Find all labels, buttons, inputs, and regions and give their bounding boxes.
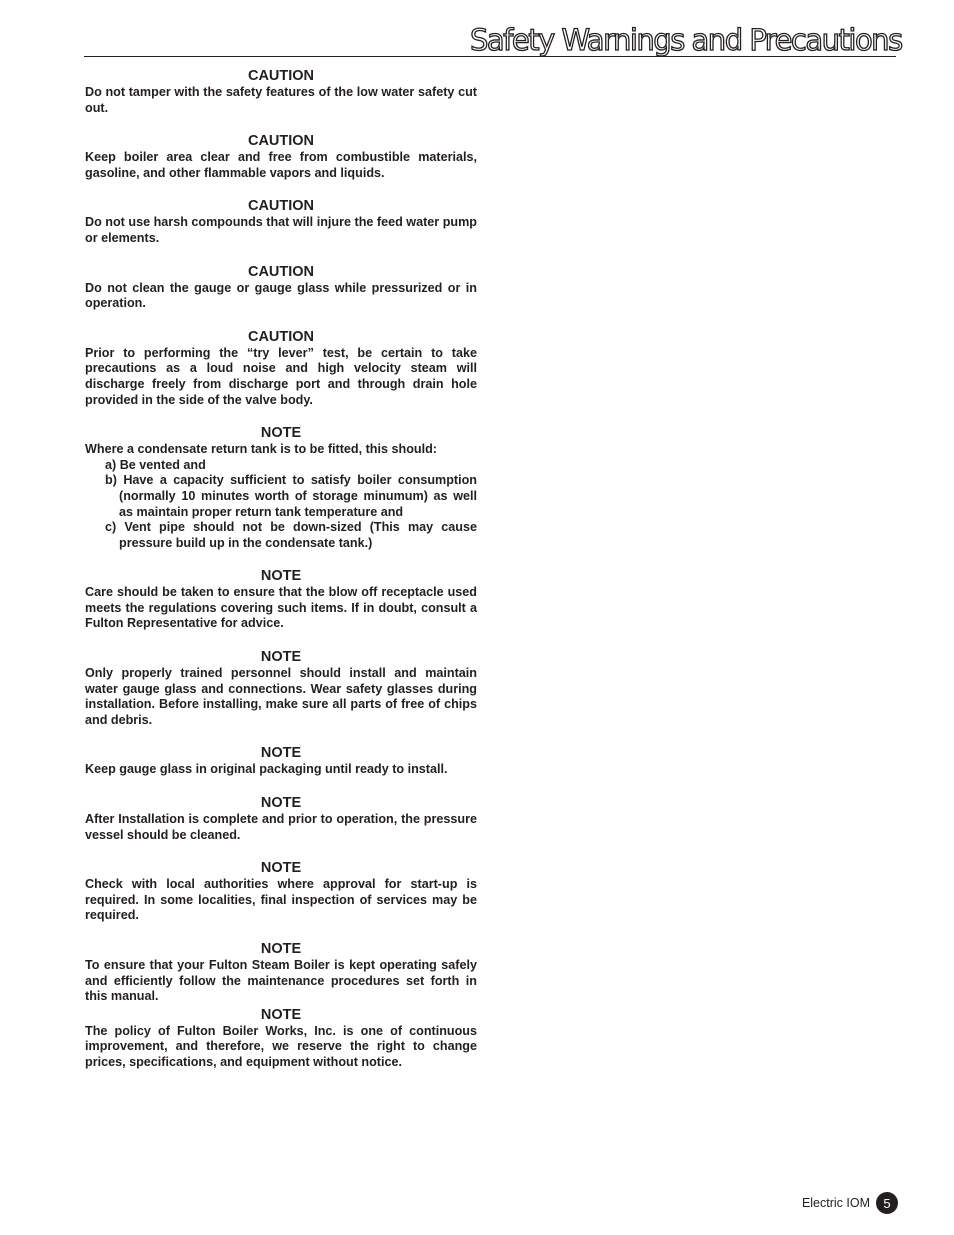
notice-heading: NOTE <box>260 745 302 762</box>
notice-body: Do not use harsh compounds that will injure the feed water pump or elements. <box>85 215 477 245</box>
notice-block <box>85 745 477 778</box>
notices-column <box>85 68 477 1071</box>
notice-body: Do not tamper with the safety features of the low water safety cut out. <box>85 85 477 115</box>
notice-body: Check with local authorities where approval for start-up is required. In some localities, final inspection of services may be required. <box>85 877 477 923</box>
notice-heading: NOTE <box>260 941 302 957</box>
notice-block <box>85 649 477 728</box>
notice-body: The policy of Fulton Boiler Works, Inc. is one of continuous improvement, and therefore, we reserve the right to change prices, specifications, and equipment without notice. <box>85 1023 477 1069</box>
footer-label: Electric IOM <box>801 1196 870 1210</box>
notice-heading: NOTE <box>260 425 302 442</box>
notice-body: Where a condensate return tank is to be fitted, this should: <box>85 442 437 457</box>
list-item: c) Vent pipe should not be down-sized (This may cause pressure build up in the condensate tank.) <box>105 520 477 550</box>
notice-block <box>85 329 477 408</box>
notice-heading: NOTE <box>260 568 302 585</box>
notice-body: Only properly trained personnel should install and maintain water gauge glass and connections. Wear safety glasses during installation. Before installing, make sure all parts of free of chips and debris. <box>85 666 477 727</box>
notice-body: Prior to performing the “try lever” test, be certain to take precautions as a loud noise and high velocity steam will discharge freely from discharge port and through drain hole provided in the side of the valve body. <box>85 345 477 407</box>
notice-body: Care should be taken to ensure that the blow off receptacle used meets the regulations covering such items. If in doubt, consult a Fulton Representative for advice. <box>85 585 477 631</box>
notice-heading: NOTE <box>260 860 302 877</box>
notice-block <box>85 941 477 1005</box>
notice-block <box>85 795 477 843</box>
notice-body: Do not clean the gauge or gauge glass while pressurized or in operation. <box>85 280 477 311</box>
notice-body: After Installation is complete and prior to operation, the pressure vessel should be cleaned. <box>85 812 477 842</box>
notice-heading: CAUTION <box>247 263 315 280</box>
list-item: a) Be vented and <box>105 457 206 472</box>
notice-body: Keep gauge glass in original packaging until ready to install. <box>85 762 448 777</box>
page-footer <box>802 1194 898 1212</box>
notice-block <box>85 860 477 924</box>
notice-body: Keep boiler area clear and free from combustible materials, gasoline, and other flammable vapors and liquids. <box>85 150 477 180</box>
notice-heading: CAUTION <box>247 328 315 345</box>
notice-heading: CAUTION <box>247 198 315 215</box>
notice-heading: CAUTION <box>247 133 315 150</box>
notice-block <box>85 68 477 116</box>
notice-body: To ensure that your Fulton Steam Boiler is kept operating safely and efficiently follow the maintenance procedures set forth in this manual. <box>85 958 477 1004</box>
notice-heading: CAUTION <box>247 68 315 84</box>
page-title: Safety Warnings and Precautions <box>470 23 902 57</box>
notice-block <box>85 198 477 246</box>
title-rule <box>84 56 896 57</box>
condensate-requirements-list <box>85 458 477 552</box>
notice-block <box>85 425 477 551</box>
list-item: b) Have a capacity sufficient to satisfy boiler consumption (normally 10 minutes worth of storage minumum) as well as maintain proper return tank temperature and <box>105 473 477 519</box>
notice-block <box>85 1007 477 1071</box>
notice-heading: NOTE <box>260 649 302 666</box>
notice-heading: NOTE <box>260 1006 302 1023</box>
notice-block <box>85 264 477 312</box>
notice-block <box>85 568 477 632</box>
notice-block <box>85 133 477 181</box>
notice-heading: NOTE <box>260 795 302 812</box>
page-number: 5 <box>876 1192 898 1214</box>
